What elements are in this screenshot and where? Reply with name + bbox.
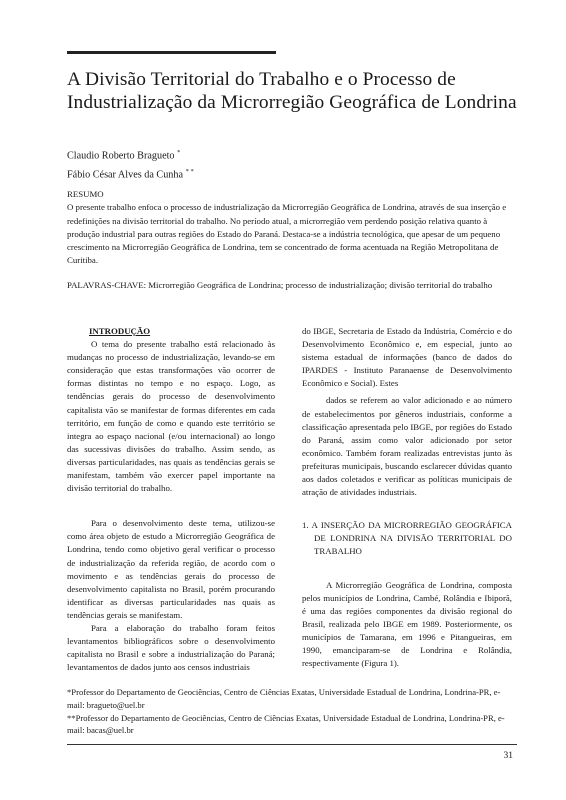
title-line-1: A Divisão Territorial do Trabalho e o Processo de <box>67 69 456 90</box>
authors <box>67 145 194 183</box>
paragraph: Para o desenvolvimento deste tema, utilizou-se como área objeto de estudo a Microrregião Geográfica de Londrina, tendo como objetivo geral verificar o processo de industrialização da referida região, de acordo com o movimento e as tendências gerais do processo de desenvolvimento capitalista no Brasil, porém procurando identificar as diversas particularidades nas quais as tendências gerais se manifestam. <box>67 518 275 620</box>
left-column <box>67 325 275 674</box>
footnote-2: **Professor do Departamento de Geociências, Centro de Ciências Exatas, Universidade Estadual de Londrina, Londrina-PR, e-mail: bacas@uel.br <box>67 712 505 736</box>
abstract <box>67 188 507 268</box>
bottom-rule <box>67 744 517 745</box>
abstract-text: O presente trabalho enfoca o processo de industrialização da Microrregião Geográfica de Londrina, através de sua inserção e redefinições na divisão territorial do trabalho. No período atual, a microrregião vem perdendo posição relativa quanto à produção industrial para outras regiões do Estado do Paraná. Destaca-se a indústria tecnológica, que apesar de um pequeno crescimento na Microrregião Geográfica de Londrina, tem se concentrado de forma acentuada na Região Metropolitana de Curitiba. <box>67 202 507 266</box>
footnote-1: *Professor do Departamento de Geociências, Centro de Ciências Exatas, Universidade Estadual de Londrina, Londrina-PR, e-mail: bragueto@uel.br <box>67 687 501 710</box>
page-number: 31 <box>503 751 513 761</box>
author-1-name: Claudio Roberto Bragueto <box>67 150 175 162</box>
section-heading-introducao: INTRODUÇÃO <box>89 326 151 336</box>
paragraph: do IBGE, Secretaria de Estado da Indústria, Comércio e do Desenvolvimento Econômico e, em especial, junto ao sistema estadual de informações (banco de dados do IPARDES - Instituto Paranaense de Desenvolvimento Econômico e Social). Estes <box>302 326 512 389</box>
paragraph: Para a elaboração do trabalho foram feitos levantamentos bibliográficos sobre o desenvolvimento capitalista no Brasil e sobre a industrialização do Paraná; levantamentos de dados junto aos censos industriais <box>67 622 275 673</box>
keywords: PALAVRAS-CHAVE: Microrregião Geográfica de Londrina; processo de industrialização; divisão territorial do trabalho <box>67 280 493 290</box>
author-2-name: Fábio César Alves da Cunha <box>67 169 184 181</box>
author-2 <box>67 164 194 183</box>
footnotes <box>67 686 517 737</box>
author-2-mark: * * <box>185 167 194 175</box>
top-rule <box>67 51 276 54</box>
author-1 <box>67 145 194 164</box>
abstract-heading: RESUMO <box>67 189 104 199</box>
paragraph: dados se referem ao valor adicionado e ao número de estabelecimentos por gêneros industriais, conforme a classificação apresentada pelo IBGE, por regiões do Estado do Paraná, assim como valor adicionado por setor econômico. Também foram realizadas entrevistas junto às prefeituras municipais, buscando esclarecer dúvidas quanto aos dados coletados e verificar as políticas municipais de atração de atividades industriais. <box>302 395 512 498</box>
paragraph: O tema do presente trabalho está relacionado às mudanças no processo de industrialização, levando-se em consideração que estas transformações vão ocorrer de formas distintas no tempo e no espaço. Logo, as tendências gerais do processo de desenvolvimento capitalista vão se manifestar de formas diferentes em cada território, em função de como e quando este território se integra ao espaço nacional (e/ou internacional) ao longo das sucessivas divisões do trabalho. Assim sendo, as diversas particularidades, nas quais as tendências gerais se manifestam, também vão exercer papel importante na divisão territorial do trabalho. <box>67 339 275 494</box>
section-heading-1: 1. A INSERÇÃO DA MICRORREGIÃO GEOGRÁFICA DE LONDRINA NA DIVISÃO TERRITORIAL DO TRABALHO <box>302 520 512 557</box>
paragraph: A Microrregião Geográfica de Londrina, composta pelos municípios de Londrina, Cambé, Rolândia e Ibiporã, é uma das regiões componentes da divisão regional do Brasil, realizada pelo IBGE em 1989. Posteriormente, os municípios de Tamarana, em 1996 e Pitangueiras, em 1990, emanciparam-se de Londrina e Rolândia, respectivamente (Figura 1). <box>302 579 512 669</box>
title-line-2: Industrialização da Microrregião Geográfica de Londrina <box>67 92 517 113</box>
right-column <box>302 325 512 670</box>
author-1-mark: * <box>177 149 181 156</box>
article-title <box>67 68 527 114</box>
